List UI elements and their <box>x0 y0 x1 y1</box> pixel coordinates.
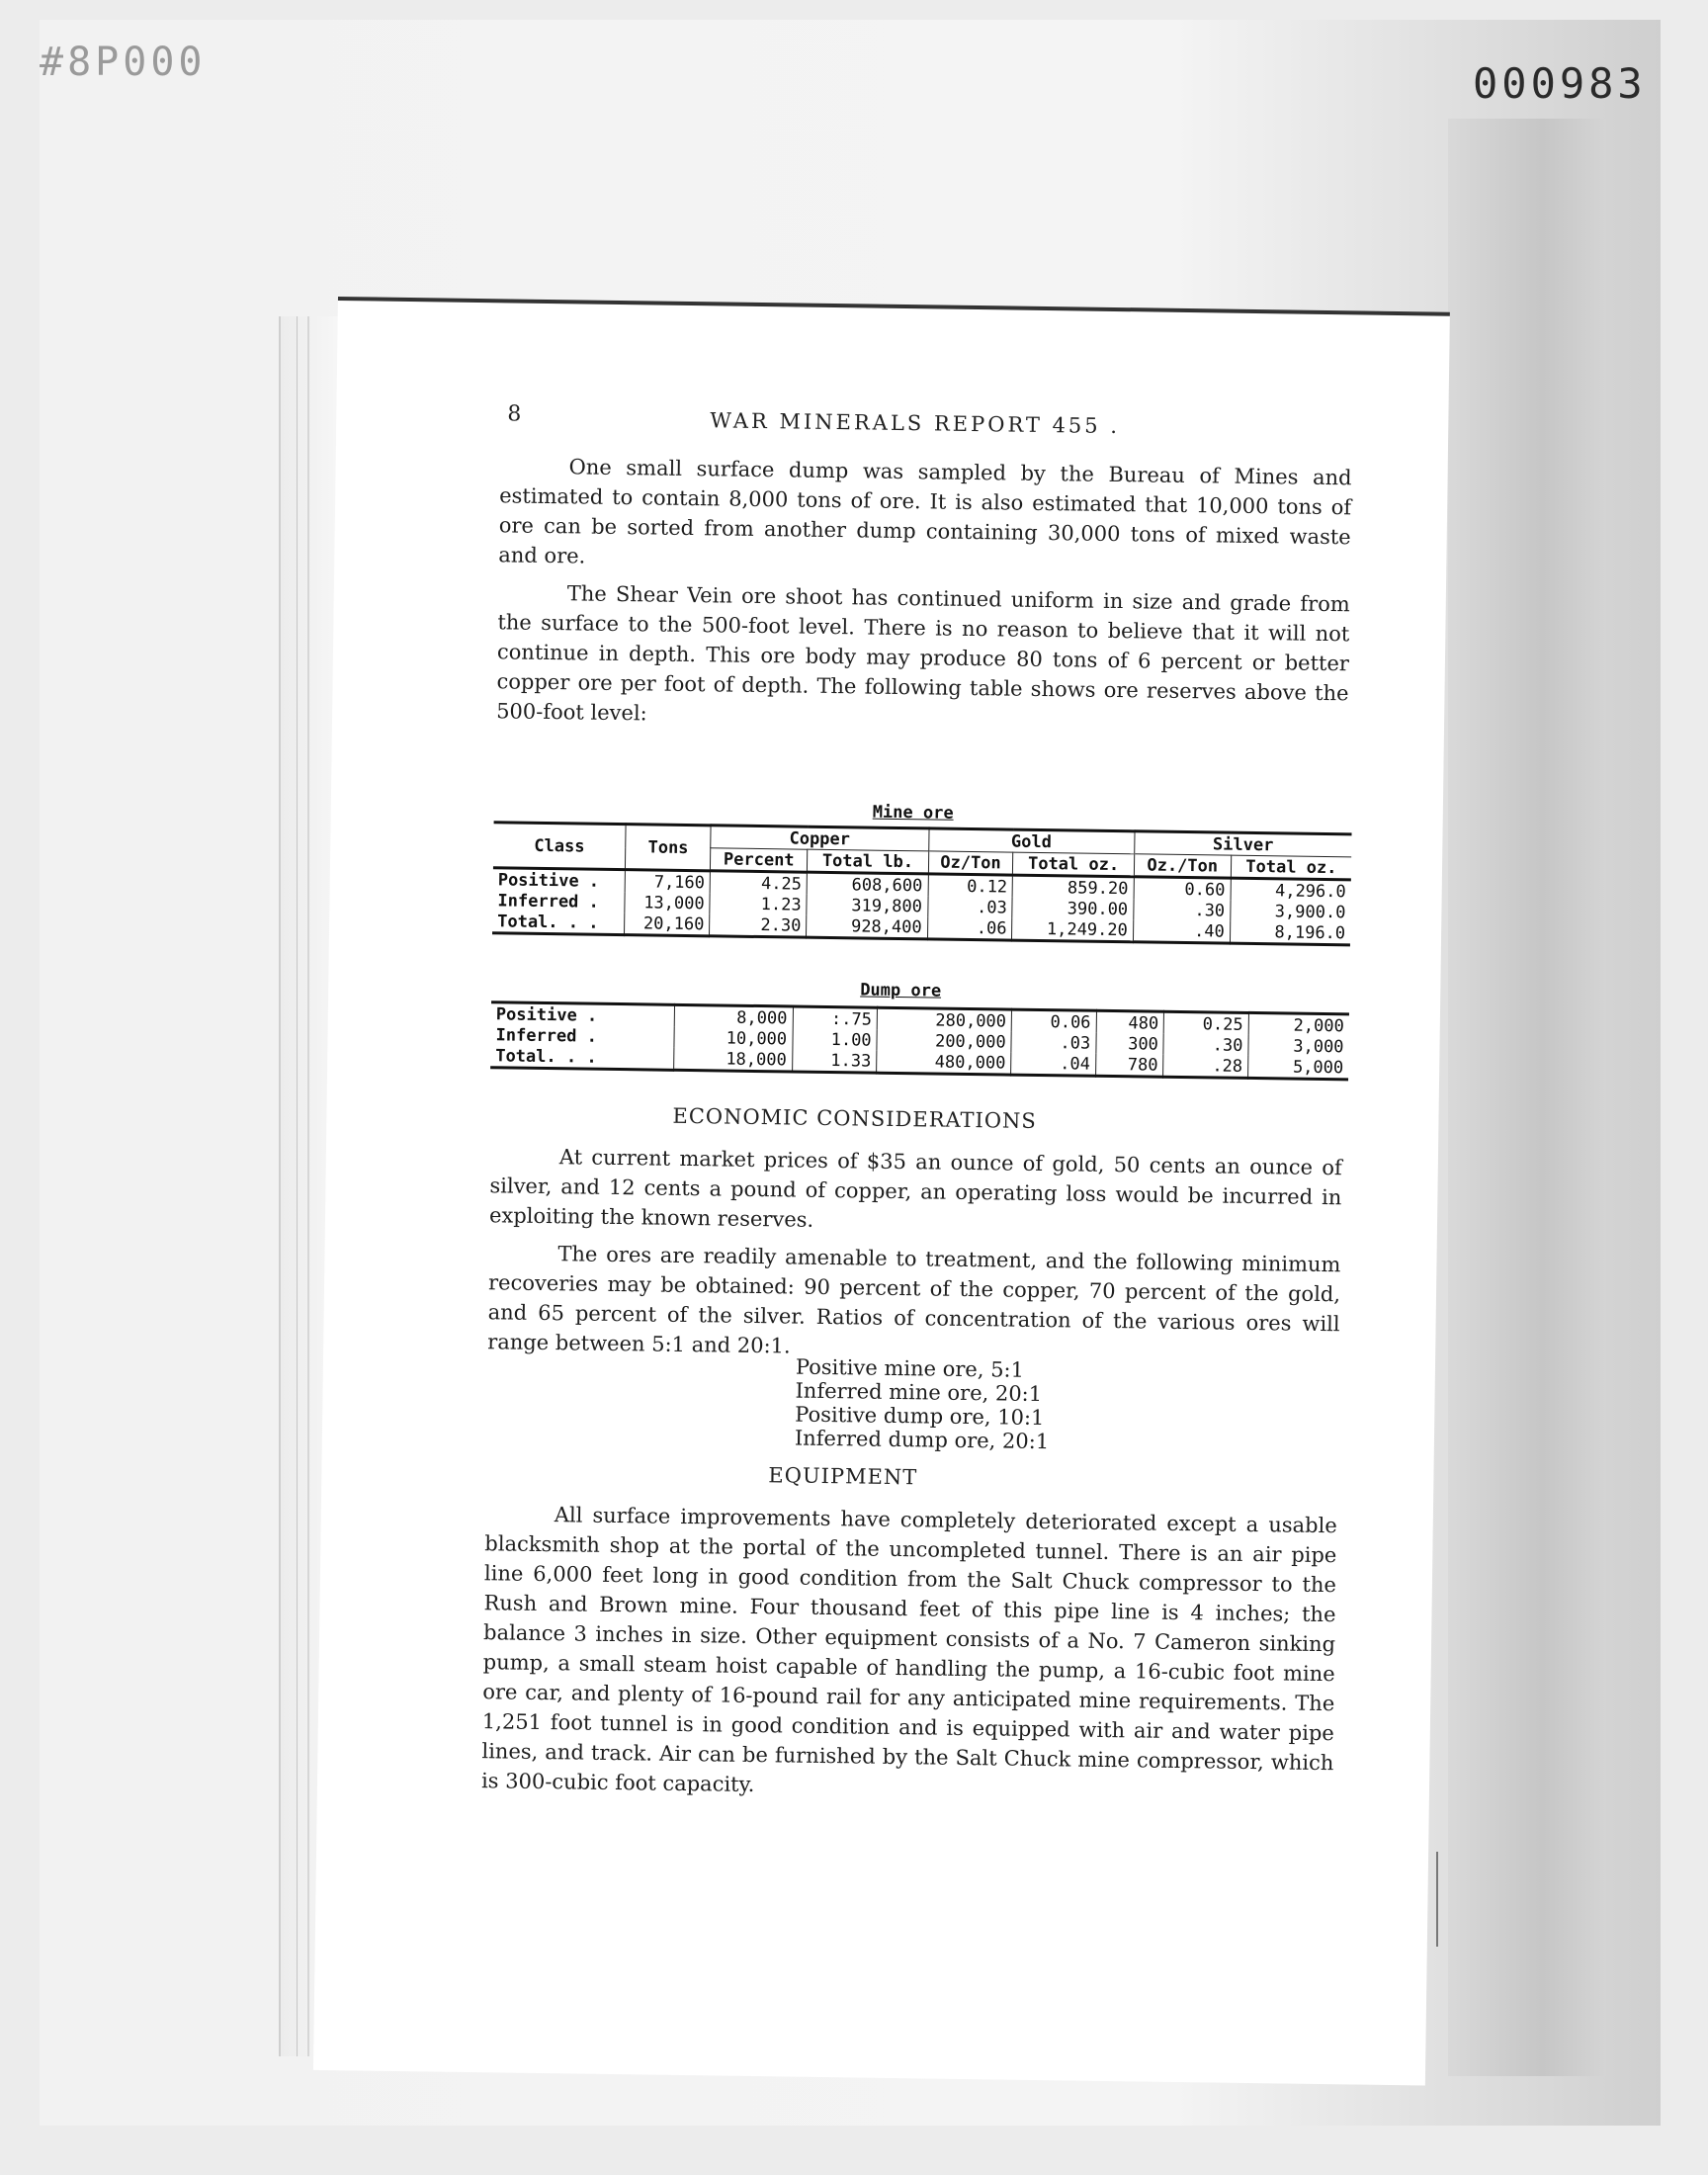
cell-total-lb: 928,400 <box>807 915 928 939</box>
cell-class: Positive . <box>497 869 600 892</box>
cell-silver-total: 3,000 <box>1248 1035 1349 1057</box>
col-class: Class <box>534 835 585 857</box>
cell-gold-total: 480 <box>1096 1010 1164 1033</box>
mine-table-title: Mine ore <box>872 802 954 824</box>
cell-gold-oz-ton: .03 <box>1011 1032 1096 1054</box>
cell-total-lb: 200,000 <box>877 1030 1011 1053</box>
cell-gold-oz-ton: .06 <box>927 916 1012 940</box>
cell-silver-total: 3,900.0 <box>1230 901 1350 923</box>
cell-silver-total: 5,000 <box>1247 1056 1348 1080</box>
intro-text <box>496 451 1352 745</box>
running-head: WAR MINERALS REPORT 455 . <box>710 408 1121 439</box>
cell-gold-oz-ton: .04 <box>1011 1053 1096 1077</box>
paragraph: The Shear Vein ore shoot has continued uniform in size and grade from the surface to the 500-foot level. There is no reason to believe that it will not continue in depth. This ore body may produce 80 tons of 6 percent or better copper ore per foot of depth. The following table shows ore reserves above the 500-foot level: <box>495 581 1350 726</box>
paragraph: At current market prices of $35 an ounce of gold, 50 cents an ounce of silver, and 12 cents a pound of copper, an operating loss would be incurred in exploiting the known reserves. <box>488 1145 1342 1232</box>
cell-silver-oz-ton: .30 <box>1133 899 1230 920</box>
col-total-lb: Total lb. <box>808 849 929 874</box>
cell-tons: 18,000 <box>674 1048 793 1072</box>
cell-percent: :.75 <box>793 1006 878 1030</box>
cell-silver-total: 8,196.0 <box>1230 921 1350 945</box>
scan-shadow <box>1448 119 1606 2076</box>
cell-silver-total: 2,000 <box>1248 1012 1349 1036</box>
cell-percent: 4.25 <box>710 871 807 895</box>
col-copper: Copper <box>711 826 929 851</box>
cell-total-lb: 608,600 <box>807 872 928 896</box>
list-item: Positive dump ore, 10:1 <box>795 1402 1045 1431</box>
page-number: 8 <box>507 401 522 427</box>
document-page <box>313 297 1450 2086</box>
mine-ore-table <box>492 821 1352 946</box>
col-silver-total-oz: Total oz. <box>1231 855 1351 880</box>
col-silver: Silver <box>1134 831 1351 857</box>
cell-gold-oz-ton: 0.12 <box>928 874 1013 898</box>
binder-clip <box>1436 1852 1444 1947</box>
cell-class: Positive . <box>495 1003 598 1026</box>
cell-percent: 1.00 <box>792 1028 877 1050</box>
cell-silver-oz-ton: 0.60 <box>1134 877 1231 901</box>
cell-gold-total: 780 <box>1095 1054 1163 1077</box>
cell-total-lb: 480,000 <box>877 1051 1011 1075</box>
economic-heading: ECONOMIC CONSIDERATIONS <box>672 1103 1037 1133</box>
stamp-right: 000983 <box>1473 59 1647 108</box>
cell-class: Total. . . <box>497 911 599 933</box>
dump-table-title: Dump ore <box>860 980 942 1001</box>
cell-silver-oz-ton: 0.25 <box>1164 1011 1249 1035</box>
cell-class: Total. . . <box>495 1045 597 1068</box>
col-silver-oz-ton: Oz./Ton <box>1134 854 1231 878</box>
cell-gold-oz-ton: 0.06 <box>1011 1009 1096 1033</box>
cell-tons: 8,000 <box>675 1004 794 1028</box>
cell-gold-oz-ton: .03 <box>927 896 1012 917</box>
cell-tons: 10,000 <box>674 1027 793 1050</box>
col-gold-oz-ton: Oz/Ton <box>928 851 1013 875</box>
cell-tons: 7,160 <box>625 870 710 894</box>
cell-percent: 2.30 <box>710 914 807 937</box>
page-edge-inner <box>297 316 309 2056</box>
cell-percent: 1.23 <box>710 893 807 914</box>
cell-silver-total: 4,296.0 <box>1231 878 1351 902</box>
economic-text <box>487 1141 1342 1376</box>
stamp-left: #8P000 <box>40 40 207 85</box>
col-gold-total-oz: Total oz. <box>1013 852 1135 877</box>
dump-ore-table <box>490 1000 1349 1081</box>
list-item: Inferred dump ore, 20:1 <box>794 1426 1050 1454</box>
cell-total-lb: 280,000 <box>877 1007 1011 1031</box>
cell-class: Inferred . <box>497 890 599 913</box>
list-item: Inferred mine ore, 20:1 <box>795 1378 1043 1407</box>
cell-silver-oz-ton: .40 <box>1133 919 1230 943</box>
cell-silver-oz-ton: .28 <box>1163 1055 1248 1079</box>
cell-total-lb: 319,800 <box>807 895 928 917</box>
paragraph: The ores are readily amenable to treatment, and the following minimum recoveries may be obtained: 90 percent of the copper, 70 percent of the gold, and 65 percent of the silver. Ratios of concentration of the various ores will range between 5:1 and 20:1. <box>487 1242 1341 1358</box>
cell-gold-total: 1,249.20 <box>1012 918 1134 942</box>
cell-tons: 13,000 <box>625 892 710 914</box>
cell-gold-total: 300 <box>1096 1033 1164 1055</box>
col-gold: Gold <box>928 828 1134 854</box>
cell-gold-total: 390.00 <box>1012 898 1134 920</box>
paragraph: All surface improvements have completely deteriorated except a usable blacksmith shop at the portal of the uncompleted tunnel. There is an air pipe line 6,000 feet long in good condition from the Salt Chuck compressor to the Rush and Brown mine. Four thousand feet of this pipe line is 4 inches; the balance 3 inches in size. Other equipment consists of a No. 7 Cameron sinking pump, a small steam hoist capable of handling the pump, a 16-cubic foot mine ore car, and plenty of 16-pound rail for any anticipated mine requirements. The 1,251 foot tunnel is in good condition and is equipped with air and water pipe lines, and track. Air can be furnished by the Salt Chuck mine compressor, which is 300-cubic foot capacity. <box>480 1503 1337 1797</box>
cell-gold-total: 859.20 <box>1012 875 1134 899</box>
cell-class: Inferred . <box>495 1024 598 1047</box>
paragraph: One small surface dump was sampled by the Bureau of Mines and estimated to contain 8,000 tons of ore. It is also estimated that 10,000 tons of ore can be sorted from another dump containing 30,000 tons of mixed waste and ore. <box>498 455 1352 568</box>
equipment-heading: EQUIPMENT <box>768 1463 918 1490</box>
ratio-list <box>795 1355 1092 1454</box>
cell-tons: 20,160 <box>625 913 710 936</box>
cell-percent: 1.33 <box>792 1049 877 1073</box>
equipment-text <box>481 1499 1337 1815</box>
list-item: Positive mine ore, 5:1 <box>795 1354 1025 1382</box>
col-tons: Tons <box>626 825 712 871</box>
col-percent: Percent <box>711 848 808 872</box>
cell-silver-oz-ton: .30 <box>1163 1034 1248 1056</box>
